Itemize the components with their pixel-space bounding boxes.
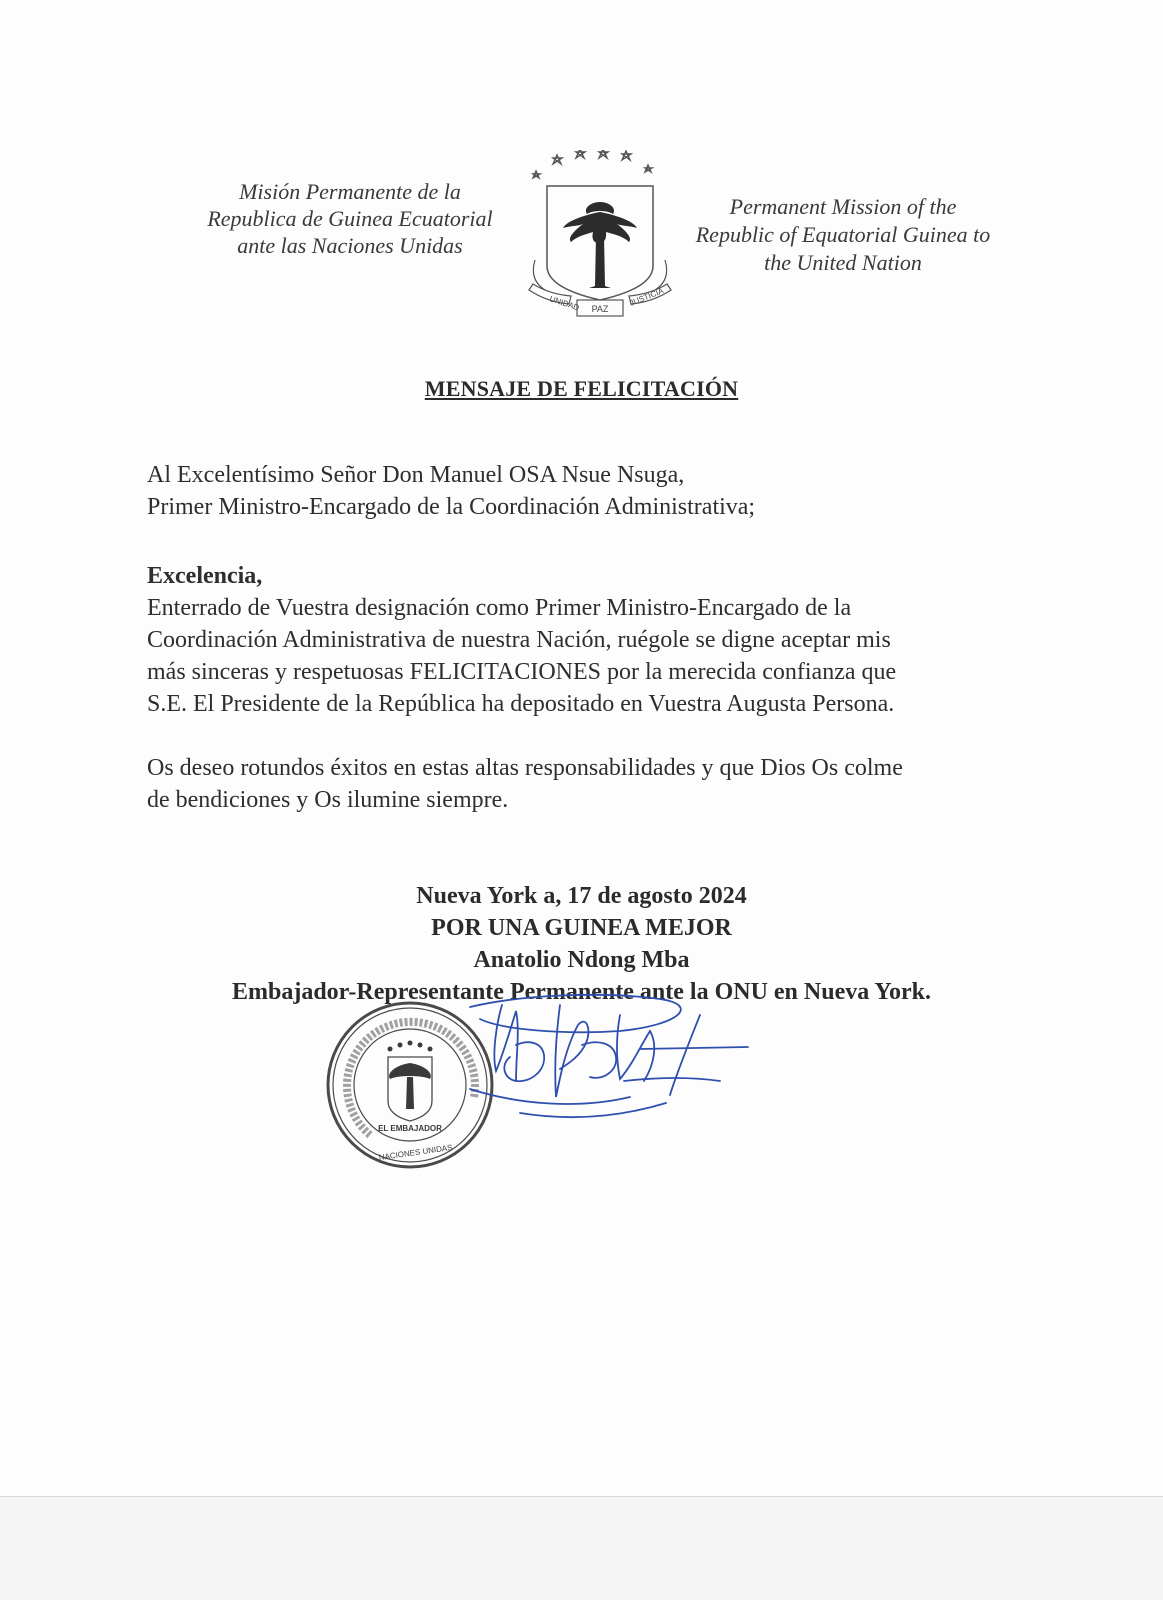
header-right-line: Permanent Mission of the (729, 194, 957, 219)
signer-title: Embajador-Representante Permanente ante la ONU en Nueva York. (231, 979, 932, 1005)
paragraph-line: Os deseo rotundos éxitos en estas altas responsabilidades y que Dios Os colme (147, 755, 903, 781)
signature-icon (470, 995, 748, 1117)
seal-bottom-text: NACIONES UNIDAS (378, 1142, 454, 1163)
paragraph-line: S.E. El Presidente de la República ha depositado en Vuestra Augusta Persona. (147, 691, 895, 717)
message-paragraph (147, 592, 1047, 720)
addressee-block (147, 459, 1047, 523)
closing-motto: POR UNA GUINEA MEJOR (431, 915, 732, 941)
paragraph-line: más sinceras y respetuosas FELICITACIONES por la merecida confianza que (147, 659, 897, 685)
official-seal-icon (328, 1003, 492, 1167)
paragraph-line: de bendiciones y Os ilumine siempre. (147, 787, 509, 813)
wishes-paragraph (147, 752, 1047, 816)
place-date: Nueva York a, 17 de agosto 2024 (416, 883, 747, 909)
header-left-line: ante las Naciones Unidas (237, 233, 463, 258)
addressee-line: Primer Ministro-Encargado de la Coordinación Administrativa; (147, 494, 756, 520)
mission-header-spanish (175, 178, 525, 259)
seal-inner-text: EL EMBAJADOR (378, 1124, 442, 1133)
header-right-line: the United Nation (764, 250, 922, 275)
header-left-line: Misión Permanente de la (239, 179, 461, 204)
motto-unidad: UNIDAD (548, 294, 581, 313)
document-title: MENSAJE DE FELICITACIÓN (424, 376, 739, 401)
coat-of-arms-icon (527, 150, 673, 334)
header-left-line: Republica de Guinea Ecuatorial (207, 206, 493, 231)
addressee-line: Al Excelentísimo Señor Don Manuel OSA Nsue Nsuga, (147, 462, 685, 488)
motto-justicia: JUSTICIA (628, 286, 665, 308)
paragraph-line: Coordinación Administrativa de nuestra Nación, ruégole se digne aceptar mis (147, 627, 891, 653)
paragraph-line: Enterrado de Vuestra designación como Primer Ministro-Encargado de la (147, 595, 852, 621)
mission-header-english (678, 193, 1008, 277)
signer-name: Anatolio Ndong Mba (473, 947, 690, 973)
salutation: Excelencia, (147, 563, 263, 589)
motto-paz: PAZ (591, 304, 609, 314)
header-right-line: Republic of Equatorial Guinea to (695, 222, 991, 247)
paper-bottom-edge (0, 1496, 1163, 1600)
stamp-and-signature (320, 985, 760, 1190)
